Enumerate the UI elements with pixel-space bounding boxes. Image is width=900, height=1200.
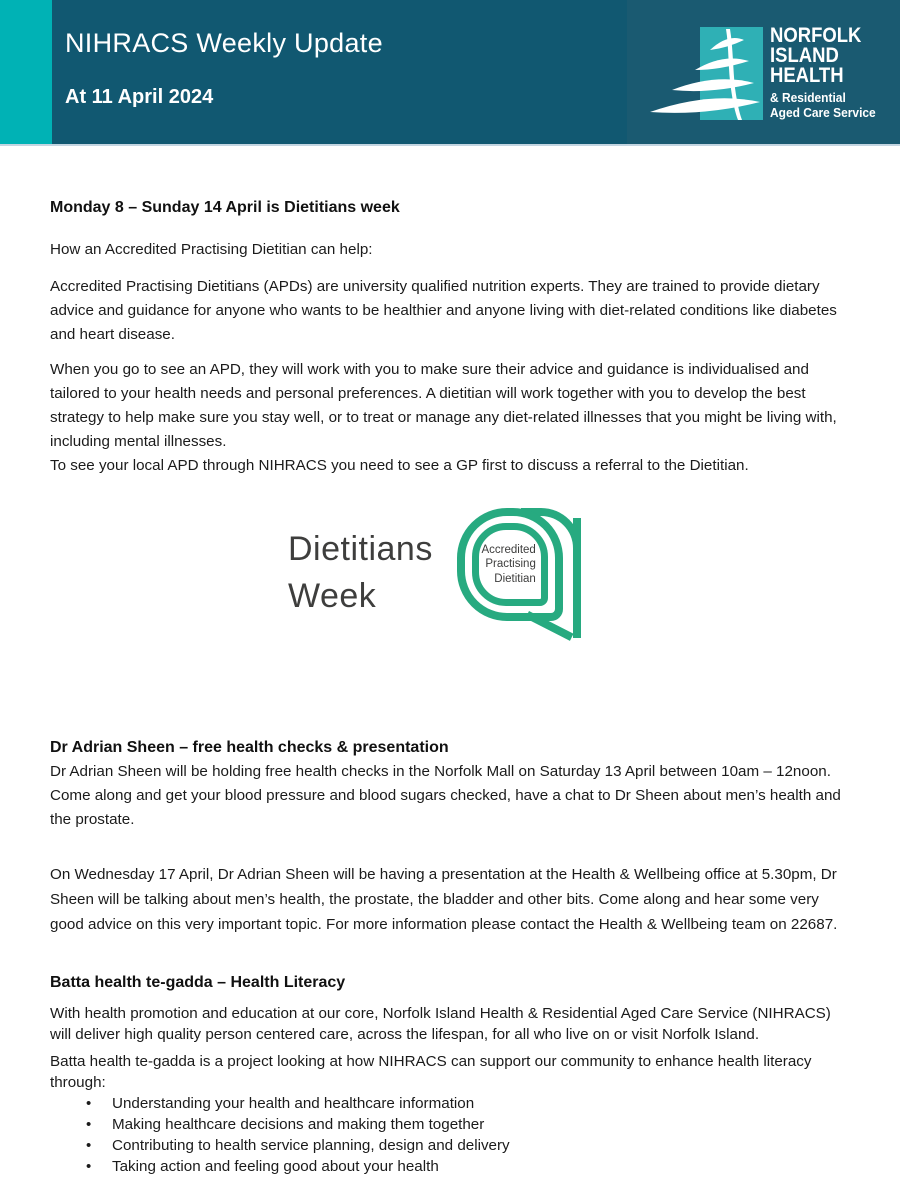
logo-line-health: HEALTH — [770, 64, 844, 87]
dietitians-week-para2: When you go to see an APD, they will work with you to make sure their advice and guidance is individualised and tailored to your health needs and personal preferences. A dietitian will work together with you to develop the best strategy to help make sure you stay well, or to treat or manage any diet-related illnesses that you might be living with, including mental illnesses. — [50, 361, 837, 450]
dietitians-week-intro: How an Accredited Practising Dietitian can help: — [50, 241, 373, 258]
section-health-literacy — [50, 971, 856, 1177]
list-item: • Understanding your health and healthcare information — [112, 1093, 856, 1114]
dietitians-week-para3: To see your local APD through NIHRACS you need to see a GP first to discuss a referral to the Dietitian. — [50, 457, 749, 474]
list-item: • Making healthcare decisions and making them together — [112, 1114, 856, 1135]
header-banner — [0, 0, 900, 144]
dr-sheen-para2: On Wednesday 17 April, Dr Adrian Sheen will be having a presentation at the Health & Wellbeing office at 5.30pm, Dr Sheen will be talking about men’s health, the prostate, the bladder and other bits. Come along and hear some very good advice on this very important topic. For more information please contact the Health & Wellbeing team on 22687. — [50, 866, 838, 933]
issue-date: At 11 April 2024 — [65, 86, 214, 108]
list-item: • Contributing to health service planning, design and delivery — [112, 1135, 856, 1156]
page-title: NIHRACS Weekly Update — [65, 28, 383, 58]
header-accent-strip — [0, 0, 52, 144]
dr-sheen-para1: Dr Adrian Sheen will be holding free health checks in the Norfolk Mall on Saturday 13 April between 10am – 12noon. Come along and get your blood pressure and blood sugars checked, have a chat to Dr Sheen about men’s health and the prostate. — [50, 763, 841, 828]
health-literacy-bullet-list — [50, 1093, 856, 1177]
wordmark-line2: Week — [288, 577, 377, 615]
dietitians-week-para1: Accredited Practising Dietitians (APDs) are university qualified nutrition experts. They are trained to provide dietary advice and guidance for anyone who wants to be healthier and anyone living with diet-related conditions like diabetes and heart disease. — [50, 278, 837, 343]
section-dietitians-week — [50, 196, 856, 638]
health-literacy-para2: Batta health te-gadda is a project looking at how NIHRACS can support our community to enhance health literacy through: — [50, 1053, 812, 1091]
nihracs-logo — [627, 0, 900, 144]
logo-line-aged-care: Aged Care Service — [770, 105, 876, 120]
apd-badge-icon — [457, 508, 581, 638]
dietitians-week-heading: Monday 8 – Sunday 14 April is Dietitians week — [50, 199, 400, 216]
health-literacy-para1: With health promotion and education at our core, Norfolk Island Health & Residential Aged Care Service (NIHRACS) will deliver high quality person centered care, across the lifespan, for all who live on or visit Norfolk Island. — [50, 1005, 831, 1043]
logo-line-norfolk: NORFOLK — [770, 24, 862, 47]
list-item: • Taking action and feeling good about your health — [112, 1156, 856, 1177]
wordmark-line1: Dietitians — [288, 530, 433, 568]
dr-sheen-heading: Dr Adrian Sheen – free health checks & presentation — [50, 739, 449, 756]
dietitians-week-logo — [288, 508, 856, 638]
health-literacy-heading: Batta health te-gadda – Health Literacy — [50, 974, 346, 991]
nihracs-logo-text — [770, 26, 885, 120]
dietitians-week-wordmark — [288, 526, 433, 620]
newsletter-body — [0, 196, 900, 1177]
section-dr-sheen — [50, 736, 856, 937]
apd-badge-text: Accredited Practising Dietitian — [481, 543, 536, 585]
logo-line-island: ISLAND — [770, 44, 839, 67]
logo-line-residential: & Residential — [770, 90, 846, 105]
